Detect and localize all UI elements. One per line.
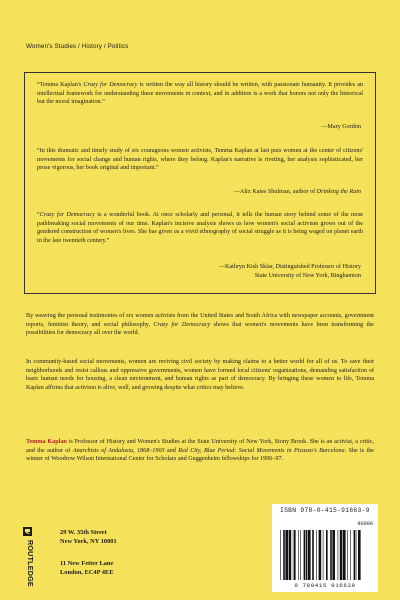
barcode-bar <box>350 530 351 580</box>
description-paragraph-2: In community-based social movements, women are reviving civil society by making claims to a better world for all of us. To save their neighborhoods and resist callous and oppressive governments, women have formed local citizens' organizations, demanding satisfaction of basic human needs for housing, a clean environment, and human rights as part of democracy. By bringing these women to life, Temma Kaplan affirms that activism is alive, well, and growing despite what critics may believe. <box>26 359 374 391</box>
barcode-graphic <box>278 530 372 580</box>
category-label: Women's Studies / History / Politics <box>26 43 129 50</box>
quote-alix-kates-shulman: “In this dramatic and timely study of six courageous women activists, Temma Kaplan at last puts women at the center of citizens' movements for social change and human rights, where they belong. Kaplan's narrative is riveting, her analysis sophisticated, her prose vigorous, her book original and important.” <box>37 148 363 172</box>
routledge-logo <box>22 526 44 590</box>
attribution-mary-gordon: —Mary Gordon <box>321 124 361 130</box>
barcode-bar <box>338 530 339 580</box>
barcode-bar <box>319 530 322 580</box>
barcode-bar <box>280 530 281 580</box>
barcode-bar <box>304 530 306 580</box>
barcode-bar <box>306 530 308 580</box>
author-bio: Temma Kaplan is Professor of History and Women's Studies at the State University of New York, Stony Brook. She is an activist, a critic, and the author of Anarchists of Andalusia, 1868–1903 and Red City, Blue Period: Social Movements in Picasso's Barcelona. She is the winner of Woodrow Wilson International Center for Scholars and Guggenheim fellowships for 1996–97. <box>26 439 375 463</box>
barcode-bar <box>312 530 314 580</box>
barcode-bar <box>358 530 361 580</box>
barcode-bar <box>347 530 348 580</box>
isbn-number: ISBN 978-0-415-91663-9 <box>280 507 370 514</box>
quote-kathryn-kish-sklar: “Crazy for Democracy is a wonderful book. At once scholarly and personal, it tells the human story behind some of the most pathbreaking social movements of our time. Kaplan's incisive analysis shows us how women's social activism grows out of the gendered construction of women's lives. She has given us a vivid ethnography of social struggle as it is being waged on planet earth in the late twentieth century.” <box>37 212 363 244</box>
author-name: Temma Kaplan <box>26 439 67 445</box>
attribution-alix-kates-shulman: —Alix Kates Shulman, author of Drinking the Rain <box>233 189 361 195</box>
barcode-bar <box>294 530 296 580</box>
barcode-bar <box>300 530 301 580</box>
barcode-bar <box>293 530 294 580</box>
barcode-digits: 9 780415 916639 <box>294 582 356 589</box>
barcode-bar <box>308 530 311 580</box>
barcode-bar <box>356 530 357 580</box>
attribution-kathryn-kish-sklar: —Kathryn Kish Sklar, Distinguished Professor of History State University of New York, Binghamton <box>218 264 361 279</box>
barcode-bar <box>323 530 324 580</box>
barcode-bar <box>289 530 292 580</box>
quotes-box <box>24 72 376 294</box>
barcode-bar <box>343 530 346 580</box>
barcode-bar <box>316 530 317 580</box>
address-london: 11 New Fetter Lane London, EC4P 4EE <box>60 560 114 576</box>
barcode-bar <box>285 530 288 580</box>
logo-wordmark: ROUTLEDGE <box>26 540 35 587</box>
price-code: 90000 <box>357 521 373 527</box>
barcode-bar <box>298 530 299 580</box>
description-paragraph-1: By weaving the personal testimonies of six women activists from the United States and South Africa with newspaper accounts, government reports, feminist theory, and social philosophy, Crazy for Democracy shows that women's movements have been transforming the possibilities for democracy all over the world. <box>26 313 374 337</box>
isbn-barcode-block <box>272 504 378 592</box>
address-new-york: 29 W. 35th Street New York, NY 10001 <box>60 529 117 545</box>
barcode-bar <box>326 530 328 580</box>
quote-mary-gordon: “Temma Kaplan's Crazy for Democracy is written the way all history should be written, with passionate humanity. It provides an intellectual framework for understanding these movements in context, and in addition is a work that honors not only the historical but the moral imagination.” <box>37 82 363 106</box>
barcode-bar <box>283 530 285 580</box>
barcode-bar <box>354 530 356 580</box>
barcode-bar <box>330 530 332 580</box>
barcode-bar <box>332 530 335 580</box>
barcode-bar <box>340 530 343 580</box>
